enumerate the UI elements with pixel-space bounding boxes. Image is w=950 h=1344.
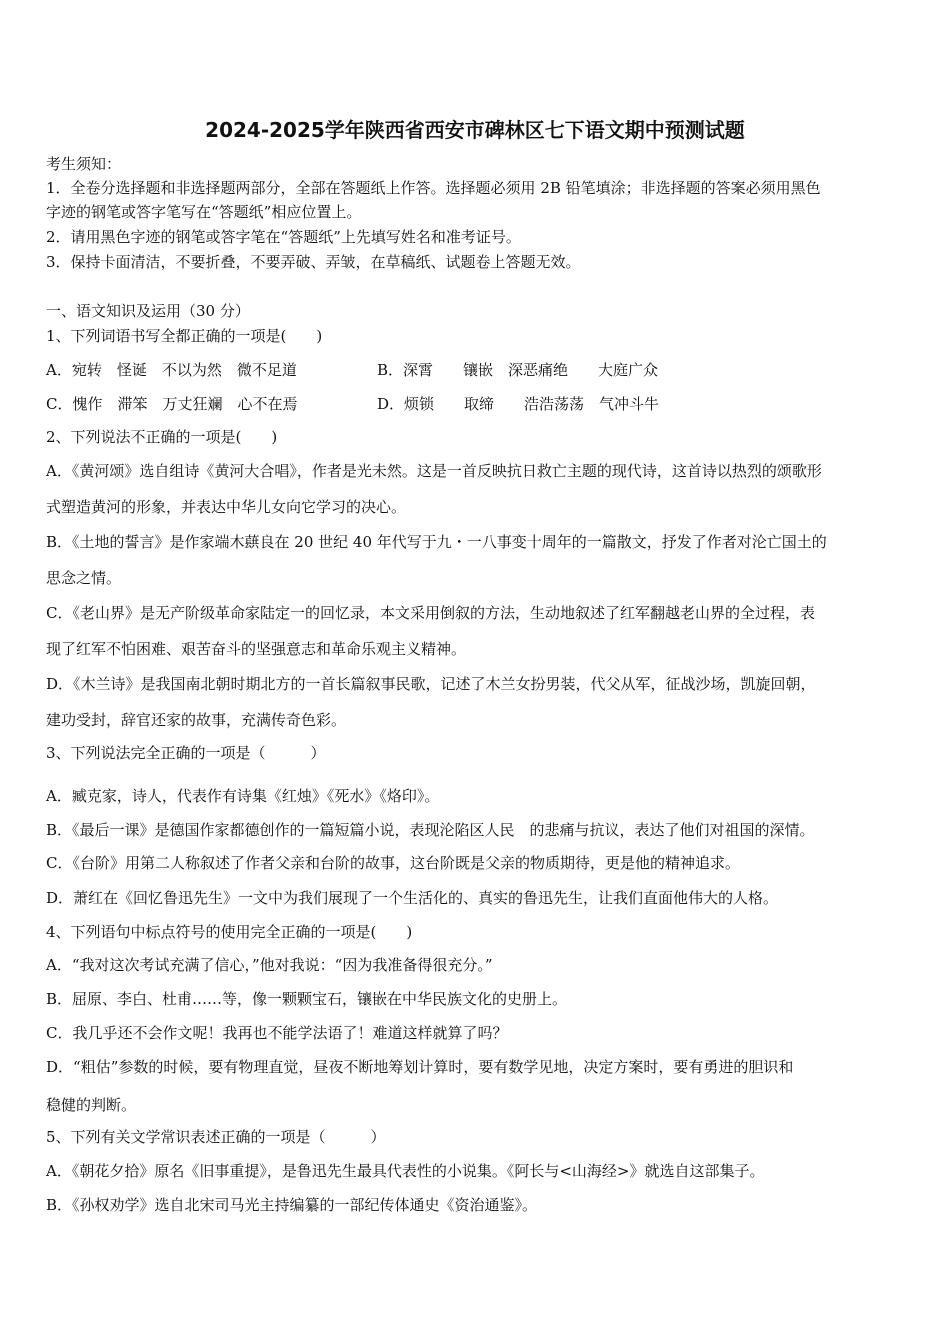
page-title: 2024-2025学年陕西省西安市碑林区七下语文期中预测试题: [205, 118, 745, 142]
q1-option-d: D．烦锁 取缔 浩浩荡荡 气冲斗牛: [377, 395, 660, 413]
q2-option-b-line2: 思念之情。: [46, 569, 122, 587]
q2-option-c-line1: C．《老山界》是无产阶级革命家陆定一的回忆录，本文采用倒叙的方法，生动地叙述了红军翻越老山界的全过程，表: [46, 604, 815, 622]
q2-option-c-line2: 现了红军不怕困难、艰苦奋斗的坚强意志和革命乐观主义精神。: [46, 640, 467, 658]
notice-line-2: 2．请用黑色字迹的钢笔或答字笔在“答题纸”上先填写姓名和准考证号。: [46, 228, 521, 246]
q1-option-a: A．宛转 怪诞 不以为然 微不足道: [46, 361, 297, 379]
section-heading: 一、语文知识及运用（30 分）: [46, 302, 250, 320]
q5-stem: 5、下列有关文学常识表述正确的一项是（ ）: [46, 1128, 386, 1146]
q1-option-b: B．深霄 镶嵌 深恶痛绝 大庭广众: [377, 361, 659, 379]
q2-option-d-line1: D．《木兰诗》是我国南北朝时期北方的一首长篇叙事民歌，记述了木兰女扮男装，代父从军，征战沙场，凯旋回朝，: [46, 675, 816, 693]
q3-option-c: C．《台阶》用第二人称叙述了作者父亲和台阶的故事，这台阶既是父亲的物质期待，更是他的精神追求。: [46, 854, 740, 872]
q2-option-a-line1: A．《黄河颂》选自组诗《黄河大合唱》，作者是光未然。这是一首反映抗日救亡主题的现代诗，这首诗以热烈的颂歌形: [46, 462, 822, 480]
q5-option-a: A．《朝花夕拾》原名《旧事重提》，是鲁迅先生最具代表性的小说集。《阿长与<山海经>》就选自这部集子。: [46, 1162, 765, 1180]
q4-option-d-line1: D．“粗估”参数的时候，要有物理直觉，昼夜不断地筹划计算时，要有数学见地，决定方案时，要有勇进的胆识和: [46, 1058, 794, 1076]
notice-line-1b: 字迹的钢笔或答字笔写在“答题纸”相应位置上。: [46, 203, 362, 221]
q1-option-c: C．愧作 滞笨 万丈狂斓 心不在焉: [46, 395, 298, 413]
q2-option-a-line2: 式塑造黄河的形象，并表达中华儿女向它学习的决心。: [46, 498, 407, 516]
notice-heading: 考生须知：: [46, 155, 122, 173]
q1-stem: 1、下列词语书写全都正确的一项是( ): [46, 327, 323, 345]
q3-option-b: B．《最后一课》是德国作家都德创作的一篇短篇小说，表现沦陷区人民 的悲痛与抗议，表达了他们对祖国的深情。: [46, 821, 815, 839]
q2-option-b-line1: B．《土地的誓言》是作家端木蕻良在 20 世纪 40 年代写于九・一八事变十周年的一篇散文，抒发了作者对沦亡国土的: [46, 533, 827, 551]
q3-option-d: D．萧红在《回忆鲁迅先生》一文中为我们展现了一个生活化的、真实的鲁迅先生，让我们直面他伟大的人格。: [46, 889, 779, 907]
q3-option-a: A．臧克家，诗人，代表作有诗集《红烛》《死水》《烙印》。: [46, 787, 440, 805]
q2-stem: 2、下列说法不正确的一项是( ): [46, 428, 278, 446]
q3-stem: 3、下列说法完全正确的一项是（ ）: [46, 744, 326, 762]
q5-option-b: B．《孙权劝学》选自北宋司马光主持编纂的一部纪传体通史《资治通鉴》。: [46, 1196, 538, 1214]
q4-stem: 4、下列语句中标点符号的使用完全正确的一项是( ): [46, 923, 413, 941]
notice-line-1a: 1．全卷分选择题和非选择题两部分，全部在答题纸上作答。选择题必须用 2B 铅笔填涂；非选择题的答案必须用黑色: [46, 179, 821, 197]
q4-option-a: A．“我对这次考试充满了信心，”他对我说：“因为我准备得很充分。”: [46, 956, 493, 974]
q2-option-d-line2: 建功受封，辞官还家的故事，充满传奇色彩。: [46, 711, 347, 729]
q4-option-d-line2: 稳健的判断。: [46, 1096, 137, 1114]
q4-option-c: C．我几乎还不会作文呢！我再也不能学法语了！难道这样就算了吗？: [46, 1024, 508, 1042]
notice-line-3: 3．保持卡面清洁，不要折叠，不要弄破、弄皱，在草稿纸、试题卷上答题无效。: [46, 253, 581, 271]
q4-option-b: B．屈原、李白、杜甫……等，像一颗颗宝石，镶嵌在中华民族文化的史册上。: [46, 990, 568, 1008]
